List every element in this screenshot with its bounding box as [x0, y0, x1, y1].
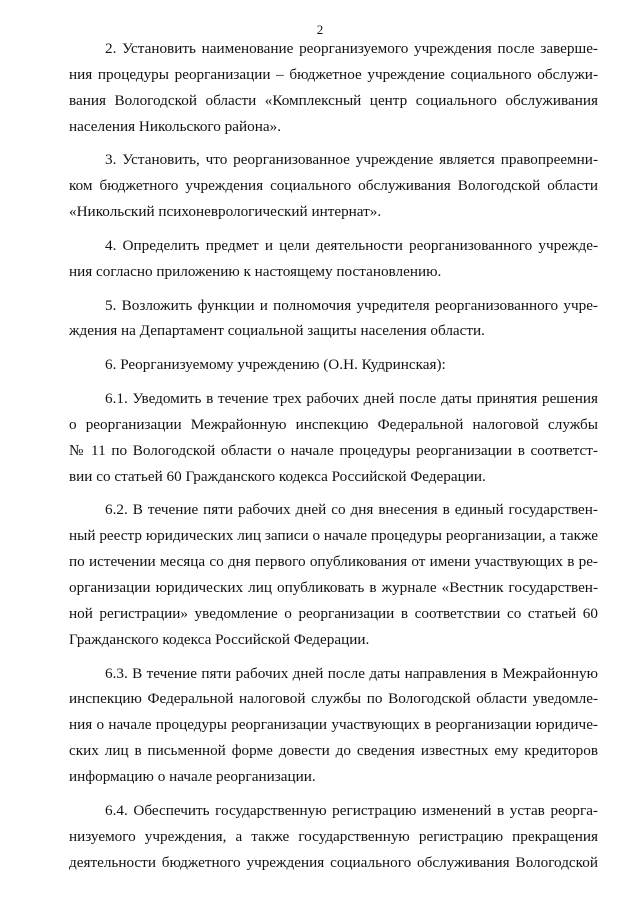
text-line: низуемого учреждения, а также государственную регистрацию прекращения: [69, 827, 598, 845]
text-line: деятельности бюджетного учреждения социального обслуживания Вологодской: [69, 853, 598, 871]
text-line: 6.3. В течение пяти рабочих дней после даты направления в Межрайонную: [105, 664, 598, 682]
paragraph-4: [69, 293, 598, 345]
text-line: № 11 по Вологодской области о начале процедуры реорганизации в соответст-: [69, 441, 598, 459]
text-line: ния процедуры реорганизации – бюджетное учреждение социального обслужи-: [69, 65, 598, 83]
paragraph-gap: [69, 378, 598, 386]
paragraph-gap: [69, 140, 598, 148]
paragraph-gap: [69, 653, 598, 661]
text-line: 2. Установить наименование реорганизуемого учреждения после заверше-: [105, 40, 598, 57]
text-line: организации юридических лиц опубликовать в журнале «Вестник государствен-: [69, 579, 598, 596]
text-line: 4. Определить предмет и цели деятельности реорганизованного учрежде-: [105, 236, 598, 254]
paragraph-8: [69, 661, 598, 791]
paragraph-1: [69, 36, 598, 140]
text-line: ждения на Департамент социальной защиты населения области.: [69, 322, 485, 340]
page-number: 2: [316, 22, 324, 37]
text-line: 6.1. Уведомить в течение трех рабочих дней после даты принятия решения: [105, 389, 598, 407]
text-line: 5. Возложить функции и полномочия учредителя реорганизованного учре-: [105, 296, 598, 314]
text-line: ной регистрации» уведомление о реорганизации в соответствии со статьей 60: [69, 604, 598, 622]
text-line: ских лиц в письменной форме довести до сведения известных ему кредиторов: [69, 742, 598, 760]
paragraph-6: [69, 386, 598, 490]
paragraph-gap: [69, 790, 598, 798]
text-line: 3. Установить, что реорганизованное учреждение является правопреемни-: [105, 151, 598, 169]
paragraph-9: [69, 798, 598, 876]
text-line: инспекцию Федеральной налоговой службы по Вологодской области уведомле-: [69, 690, 598, 708]
text-line: ния о начале процедуры реорганизации участвующих в реорганизации юридиче-: [69, 716, 598, 734]
text-line: населения Никольского района».: [69, 117, 281, 135]
text-line: 6.4. Обеспечить государственную регистрацию изменений в устав реорга-: [105, 801, 598, 819]
text-line: ный реестр юридических лиц записи о начале процедуры реорганизации, а также: [69, 527, 598, 545]
text-line: 6. Реорганизуемому учреждению (О.Н. Кудринская):: [105, 356, 446, 374]
paragraph-2: [69, 147, 598, 225]
paragraph-7: [69, 497, 598, 652]
text-line: «Никольский психоневрологический интернат».: [69, 203, 382, 221]
text-line: вания Вологодской области «Комплексный центр социального обслуживания: [69, 91, 598, 109]
text-line: вии со статьей 60 Гражданского кодекса Российской Федерации.: [69, 467, 486, 485]
text-line: информацию о начале реорганизации.: [69, 768, 316, 786]
text-line: Гражданского кодекса Российской Федерации.: [69, 630, 370, 648]
text-line: по истечении месяца со дня первого опубликования от имени участвующих в ре-: [69, 553, 598, 571]
text-line: о реорганизации Межрайонную инспекцию Федеральной налоговой службы: [69, 415, 598, 433]
text-line: ком бюджетного учреждения социального обслуживания Вологодской области: [69, 177, 598, 195]
text-line: ния согласно приложению к настоящему постановлению.: [69, 262, 442, 280]
paragraph-3: [69, 233, 598, 285]
paragraph-gap: [69, 489, 598, 497]
document-body: [69, 36, 598, 876]
paragraph-5: [69, 352, 598, 378]
paragraph-gap: [69, 344, 598, 352]
paragraph-gap: [69, 225, 598, 233]
paragraph-gap: [69, 285, 598, 293]
text-line: 6.2. В течение пяти рабочих дней со дня внесения в единый государствен-: [105, 501, 598, 519]
